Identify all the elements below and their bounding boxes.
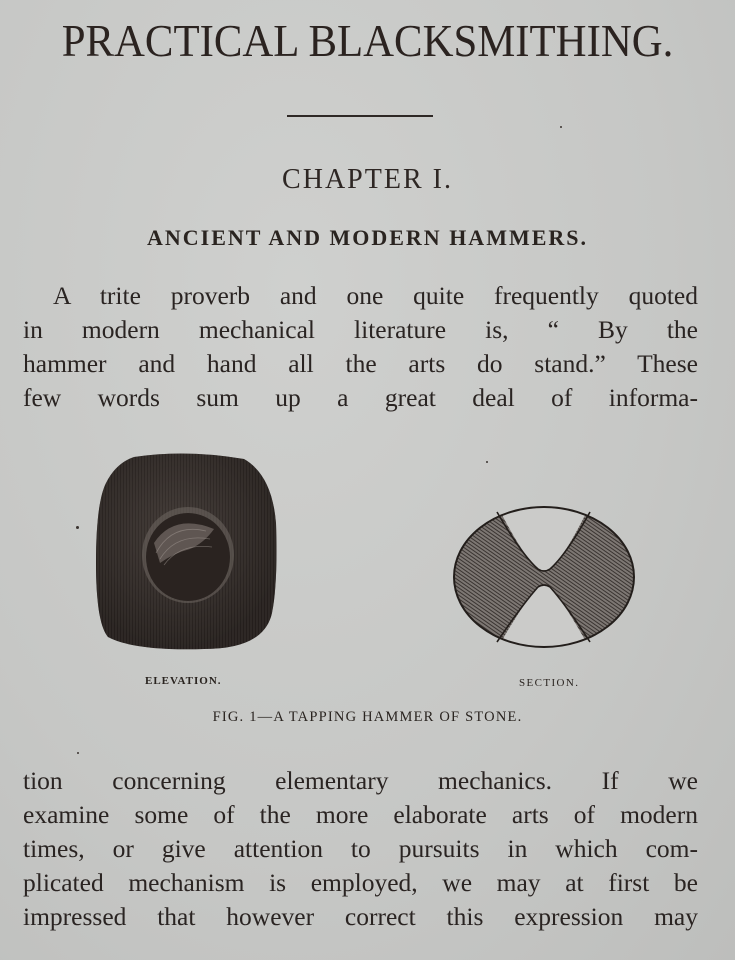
text-line: in modern mechanical literature is, “ By the xyxy=(23,315,698,344)
paragraph-2 xyxy=(23,764,698,934)
text-line: A trite proverb and one quite frequently quoted xyxy=(53,281,698,310)
text-line: impressed that however correct this expression may xyxy=(23,902,698,931)
paper-speck xyxy=(77,752,79,754)
running-title: PRACTICAL BLACKSMITHING. xyxy=(61,15,674,66)
text-line: times, or give attention to pursuits in which com- xyxy=(23,834,698,863)
paper-speck xyxy=(560,126,562,128)
figure-caption: FIG. 1—A TAPPING HAMMER OF STONE. xyxy=(212,709,523,725)
chapter-title: ANCIENT AND MODERN HAMMERS. xyxy=(146,225,589,250)
text-line: few words sum up a great deal of informa- xyxy=(23,383,698,412)
elevation-label: ELEVATION. xyxy=(145,675,222,687)
text-line: plicated mechanism is employed, we may at first be xyxy=(23,868,698,897)
paper-speck xyxy=(76,526,79,529)
text-line: hammer and hand all the arts do stand.” These xyxy=(23,349,698,378)
paragraph-1 xyxy=(23,279,698,415)
section-illustration xyxy=(452,505,636,649)
title-divider xyxy=(287,115,433,117)
text-line: examine some of the more elaborate arts of modern xyxy=(23,800,698,829)
paper-speck xyxy=(486,461,488,463)
chapter-heading: CHAPTER I. xyxy=(282,164,453,195)
text-line: tion concerning elementary mechanics. If we xyxy=(23,766,698,795)
section-label: SECTION. xyxy=(519,677,580,689)
elevation-illustration xyxy=(94,453,278,651)
